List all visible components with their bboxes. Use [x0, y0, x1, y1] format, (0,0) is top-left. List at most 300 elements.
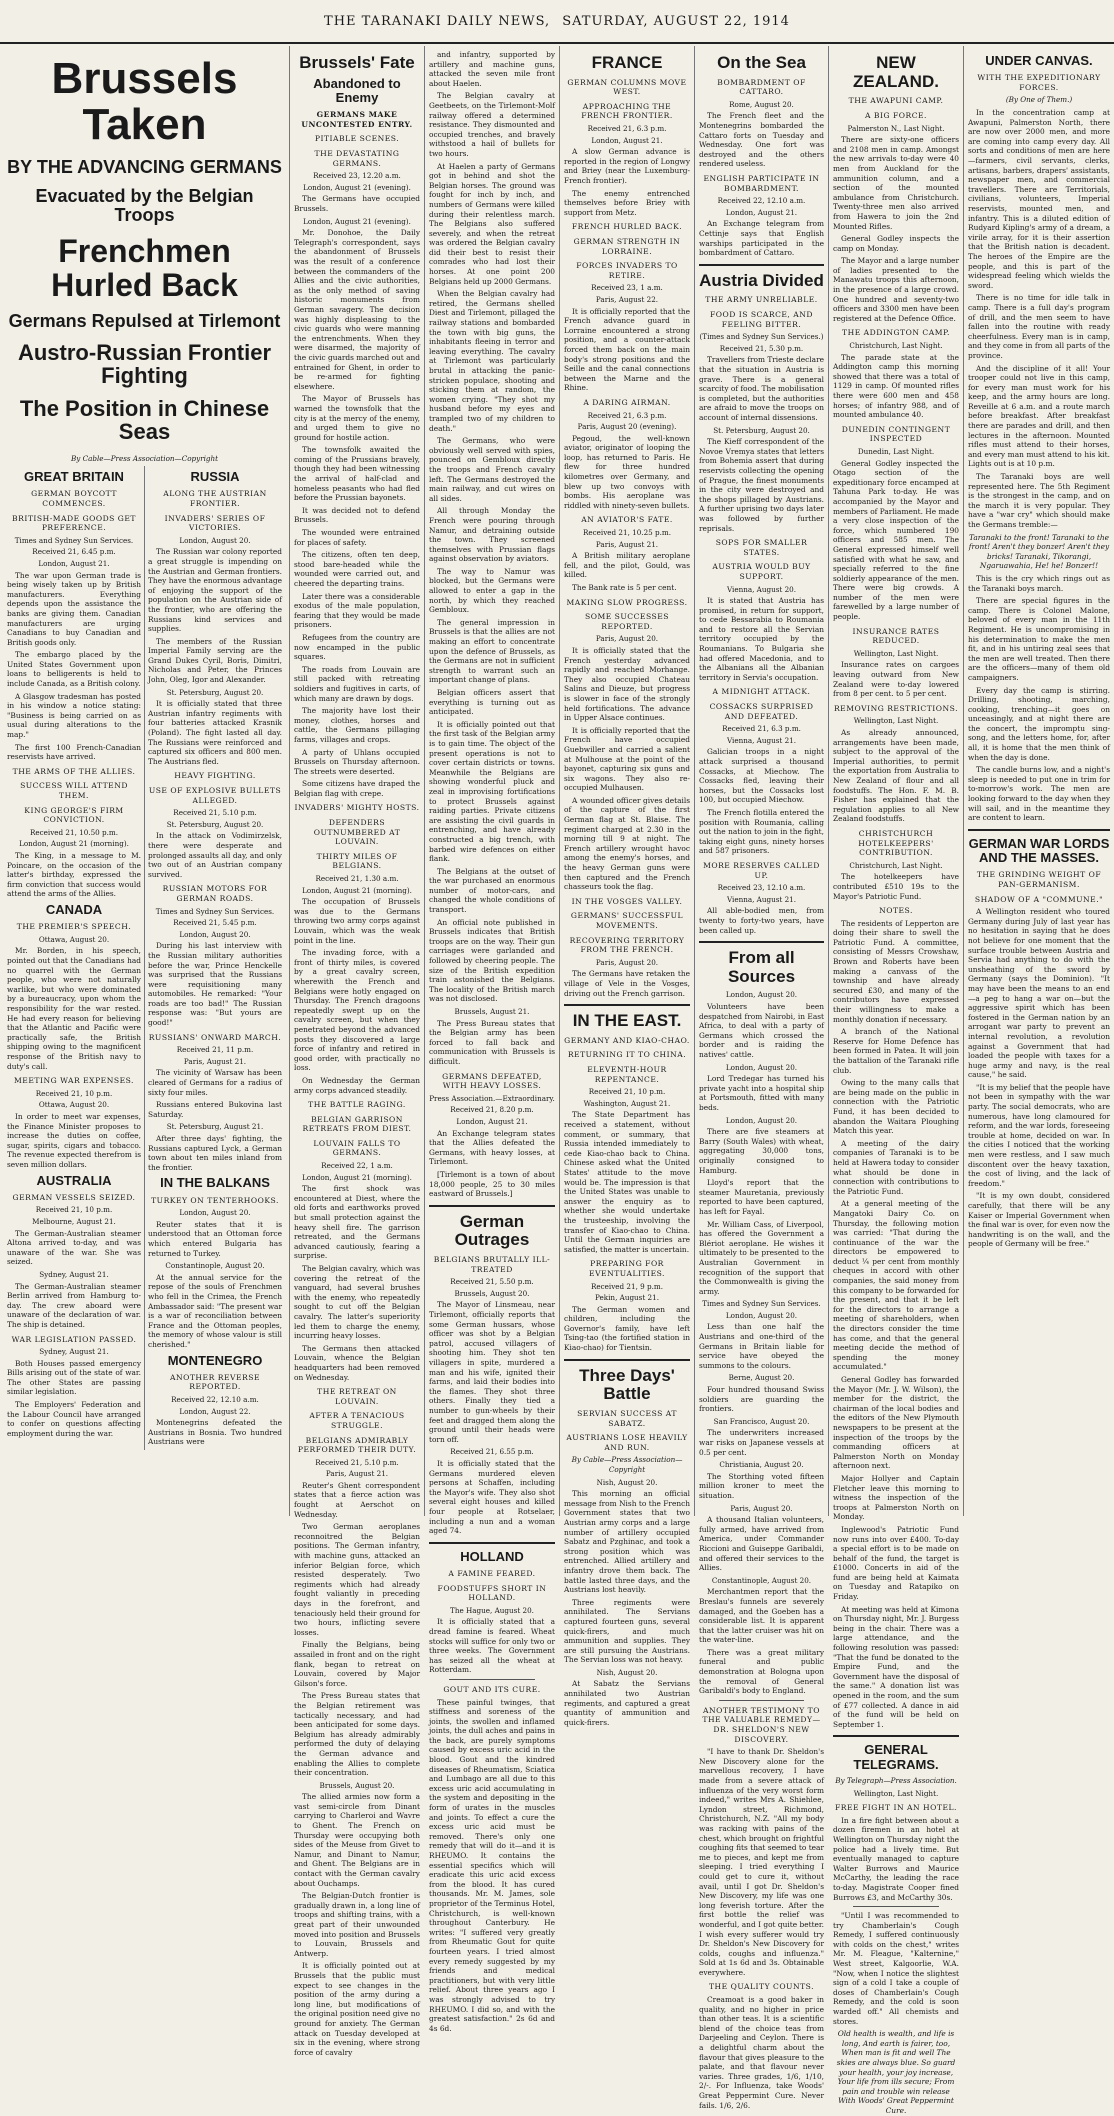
subhead: LOUVAIN FALLS TO GERMANS.	[313, 1138, 401, 1158]
paragraph: A slow German advance is reported in the region of Longwy and Briey (near the Luxemburg-French frontier).	[564, 147, 690, 186]
dateline: Received 21, 10 p.m.	[588, 1087, 666, 1097]
paragraph: An Exchange telegram states that the Allies defeated the Germans, with heavy losses, at Tirlemont.	[429, 1128, 555, 1167]
dateline: Press Association.—Extraordinary.	[429, 1093, 555, 1103]
paragraph: and infantry, supported by artillery and machine guns, attacked the seven mile front about Haelen.	[429, 50, 555, 88]
section-balkans: IN THE BALKANS	[160, 1175, 270, 1191]
dateline: Times and Sydney Sun Services.	[155, 906, 275, 916]
paragraph: The parade state at the Addington camp this morning showed that there was a total of 1129 in camp. Of mounted rifles there were 600 men and 458 horses; of infantry 988, and of mounted ambulance 40.	[833, 352, 959, 420]
paragraph: Finally the Belgians, being assailed in front and on the right flank, began to retreat on Louvain, covered by Major Gilson's force.	[294, 1640, 420, 1688]
dateline: Paris, August 21.	[183, 1056, 247, 1066]
dateline: Received 21, 6.3 p.m.	[722, 724, 801, 734]
paragraph: A thousand Italian volunteers, fully armed, have arrived from America, under Commander Riccioni and Guiseppe Garibaldi, and offered their services to the Allies.	[699, 1515, 824, 1573]
paragraph: The Press Bureau states that the Belgian retirement was tactically necessary, and had been anticipated for some days. Belgium has already admirably performed the duty of delaying the German advance and enabling the Allies to complete their concentration.	[294, 1691, 420, 1778]
dateline: Received 22, 12.10 a.m.	[717, 196, 806, 206]
subhead: RUSSIANS' ONWARD MARCH.	[148, 1032, 282, 1042]
paragraph: Belgian officers assert that everything is turning out as anticipated.	[429, 688, 555, 717]
subhead: FOOD IS SCARCE, AND FEELING BITTER.	[710, 310, 813, 329]
dateline: Received 21, 5.10 p.m.	[173, 808, 257, 818]
subhead: THE PREMIER'S SPEECH.	[16, 922, 132, 932]
paragraph: A branch of the National Reserve for Home Defence has been formed in Patea. It will join the battalion of the Taranaki rifle club.	[833, 1027, 959, 1075]
headline-under-canvas: UNDER CANVAS.	[985, 53, 1093, 68]
paragraph: The citizens, often ten deep, stood bare-headed while the wounded were carried out, and cheered the departing trains.	[294, 550, 420, 588]
new-zealand-column	[829, 46, 964, 2115]
headline-on-the-sea: On the Sea	[717, 53, 806, 72]
section-canada: CANADA	[45, 901, 103, 917]
paragraph: The invading force, with a front of thirty miles, is covered by a great cavalry screen, wherewith the French and Belgians were hotly engaged on Thursday. The French dragoons repeatedly swept up on the cavalry screen, but when they penetrated beyond the advanced posts they discovered a large force of infantry and retired in good order, with practically no loss.	[294, 948, 420, 1073]
paragraph: The candle burns low, and a night's sleep is needed to put one in trim for to-morrow's work. The men are looking forward to the day when they will sail, and in the meantime they are content to learn.	[968, 765, 1110, 823]
advertisement-woods-verse: Old health is wealth, and life is long, And earth is fairer, too, When man is fit and well The skies are always blue. So guard your health, your joy increase, Your life from ills secure; From pain and trouble win release With Woods' Great Peppermint Cure.	[836, 2029, 956, 2115]
paragraph: The way to Namur was blocked, but the Germans were allowed to enter a gap in the north, by which they reached Gembloux.	[429, 566, 555, 615]
subhead: HEAVY FIGHTING.	[174, 771, 256, 781]
subhead: AN AVIATOR'S FATE.	[581, 515, 673, 525]
headline-frenchmen-hurled-back: Frenchmen Hurled Back	[51, 233, 238, 303]
dateline: London, August 21 (evening).	[303, 182, 411, 192]
paragraph: After three days' fighting, the Russians captured Lyck, a German town about ten miles inland from the frontier.	[148, 1134, 282, 1172]
subhead: GERMAN BOYCOTT COMMENCES.	[31, 489, 117, 508]
section-australia: AUSTRALIA	[36, 1172, 112, 1188]
continuation-column	[425, 46, 560, 2033]
headline-three-days-battle: Three Days' Battle	[579, 1365, 675, 1404]
paragraph: Reuter states that it is understood that an Ottoman force which entered Bulgaria has returned to Turkey.	[148, 1219, 282, 1258]
dateline: Received 21, 5.10 p.m.	[315, 1457, 399, 1467]
paragraph: It is officially reported that the French have occupied Guebwiller and carried a salient at Mulhouse at the point of the bayonet, capturing six guns and six wagons. They also re-occupied Mulhausen.	[564, 725, 690, 793]
dateline: Vienna, August 21.	[726, 894, 797, 904]
subhead: IN THE VOSGES VALLEY.	[571, 896, 683, 906]
paragraph: [Tirlemont is a town of about 18,000 people, 25 to 30 miles eastward of Brussels.]	[429, 1169, 555, 1199]
paragraph: The French fleet and the Montenegrins bombarded the Cattaro forts on Tuesday and Wednesday. One fort was destroyed and the others rendered useless.	[699, 111, 824, 169]
subhead: SUCCESS WILL ATTEND THEM.	[20, 781, 128, 801]
paragraph: Three regiments were annihilated. The Servians captured fourteen guns, several quick-firers, and much ammunition and supplies. They are still pursuing the Austrians. The Servian loss was not heavy.	[564, 1597, 690, 1665]
dateline: Brussels, August 20.	[319, 1780, 395, 1790]
dateline: Received 21, 6.3 p.m.	[587, 410, 667, 420]
dateline: Paris, August 22.	[595, 294, 659, 304]
subhead: BOMBARDMENT OF CATTARO.	[717, 77, 806, 97]
paragraph: An Exchange telegram from Cettinje says that English warships participated in the bombardment of Cattaro.	[699, 219, 824, 258]
dateline: St. Petersburg, August 20.	[166, 687, 264, 697]
paragraph: The French flotilla entered the position with Roumania, calling out the nation to join in the fight, taking eight guns, ninety horses and 587 prisoners.	[699, 807, 824, 856]
paragraph: At Sabatz the Servians annihilated two Austrian regiments, and captured a great quantity of ammunition and quick-firers.	[564, 1679, 690, 1727]
subhead: TURKEY ON TENTERHOOKS.	[151, 1195, 279, 1205]
subhead: KING GEORGE'S FIRM CONVICTION.	[24, 805, 124, 825]
dateline: Paris, August 20.	[595, 634, 659, 644]
subhead: SOPS FOR SMALLER STATES.	[715, 538, 808, 557]
dateline: Received 23, 12.10 a.m.	[717, 883, 806, 893]
paragraph: The Germans, who were obviously well served with spies, pounced on Gembloux directly the troops and French cavalry left. The Germans destroyed the main railway, and cut wires on all sides.	[429, 436, 555, 503]
dateline: Received 21, 5.50 p.m.	[450, 1277, 534, 1287]
dateline: Received 21, 10.25 p.m.	[582, 528, 671, 538]
dateline: Received 21, 5.30 p.m.	[719, 343, 804, 353]
paragraph: The Mayor of Brussels has warned the townsfolk that the city is at the mercy of the enemy, and urged them to give no ground for hostile action.	[294, 394, 420, 442]
dateline: St. Petersburg, August 21.	[166, 1122, 264, 1132]
subhead: FOODSTUFFS SHORT IN HOLLAND.	[437, 1583, 547, 1603]
subhead: GERMANS MAKE UNCONTESTED ENTRY.	[301, 110, 413, 129]
paragraph: There is no time for idle talk in camp. There is a full day's program of drill, and the men seem to have fallen into the routine with ready cheerfulness. Every man is in camp, and they come in from all parts of the province.	[968, 293, 1110, 360]
headline-in-the-east: IN THE EAST.	[572, 1011, 682, 1031]
subhead: GERMAN STRENGTH IN LORRAINE.	[573, 237, 681, 256]
subhead: GERMAN VESSELS SEIZED.	[12, 1192, 136, 1202]
subhead: COSSACKS SURPRISED AND DEFEATED.	[709, 702, 814, 721]
subhead: THIRTY MILES OF BELGIANS.	[316, 851, 398, 871]
dateline: London, August 21.	[591, 135, 663, 145]
dateline: London, August 21 (morning).	[302, 1172, 412, 1182]
byline: By Cable—Press Association—Copyright	[571, 1455, 683, 1474]
masthead	[0, 0, 1114, 44]
subhead: THE ARMS OF THE ALLIES.	[12, 766, 136, 776]
paragraph: Mr. Donohoe, the Daily Telegraph's correspondent, says the abandonment of Brussels was the result of a conference between the commanders of the Allies and the civic authorities, as the only method of saving historic monuments from German savagery. The decision was highly displeasing to the civic guards who were manning the entrenchments. When they were disarmed, the majority of the civic guards marched out and entrained for Ghent, in order to be re-armed for fighting elsewhere.	[294, 228, 421, 391]
dateline: London, August 21 (morning).	[302, 885, 412, 895]
dateline: Washington, August 21.	[583, 1098, 671, 1108]
dateline: London, August 21 (evening).	[303, 216, 411, 226]
paragraph: Insurance rates on cargoes leaving outward from New Zealand were to-day lowered from 8 per cent. to 5 per cent.	[833, 660, 959, 699]
paragraph: Some citizens have draped the Belgian flag with crepe.	[294, 779, 420, 798]
sea-column	[695, 46, 829, 2110]
paragraph: Merchantmen report that the Breslau's funnels are severely damaged, and the Goeben has a considerable list. It is apparent that the latter cruiser was hit on the water-line.	[699, 1587, 824, 1645]
divider	[449, 1679, 535, 1680]
paragraph: Mr. Borden, in his speech, pointed out that the Canadians had no quarrel with the German people, who were not naturally warlike, but who were dominated by a bureaucracy, upon whom the responsibility for the war rested. He had every reason for believing that the Atlantic and Pacific were practically safe, the British shipping owing to the magnificent response of the British navy to duty's call.	[7, 946, 141, 1071]
dateline: Received 21, 11 p.m.	[176, 1045, 254, 1055]
dateline: St. Petersburg, August 20.	[166, 819, 264, 829]
section-montenegro: MONTENEGRO	[167, 1352, 263, 1368]
issue-date: SATURDAY, AUGUST 22, 1914	[562, 13, 790, 29]
divider	[853, 1906, 939, 1907]
dateline: Wellington, Last Night.	[853, 716, 939, 726]
headline-france: FRANCE	[591, 53, 663, 72]
paragraph: The Storthing voted fifteen million kroner to meet the situation.	[699, 1471, 824, 1500]
paragraph: A British military aeroplane fell, and the pilot, Gould, was killed.	[564, 551, 690, 580]
dateline: London, August 20.	[725, 990, 798, 1000]
dateline: Received 21, 6.45 p.m.	[32, 547, 116, 557]
subhead: NOTES.	[879, 906, 913, 916]
paragraph: The wounded were entrained for places of safety.	[294, 528, 420, 547]
subhead: REMOVING RESTRICTIONS.	[833, 703, 959, 713]
subhead: AFTER A TENACIOUS STRUGGLE.	[309, 1411, 405, 1430]
dateline: Wellington, Last Night.	[853, 648, 939, 658]
divider	[968, 829, 1110, 831]
subhead: APPROACHING THE FRENCH FRONTIER.	[581, 101, 673, 121]
headline-chinese-seas: The Position in Chinese Seas	[19, 396, 270, 445]
headline-evacuated: Evacuated by the Belgian Troops	[35, 186, 254, 226]
dateline: Received 21, 10.50 p.m.	[29, 827, 118, 837]
paragraph: It is stated that Austria has promised, in return for support, to cede Bessarabia to Roumania and to restore all the Servian territory occupied by the Roumanians. To Bulgaria she had offered Macedonia, and to the Albanians all the Albanian territory in Servia's occupation.	[699, 596, 824, 682]
dateline: Received 21, 10 p.m.	[35, 1205, 113, 1215]
paragraph: Pegoud, the well-known aviator, originator of looping the loop, has returned to Paris. He flew for three hundred kilometres over Germany, and blew up two convoys with bombs. His aeroplane was riddled with ninety-seven bullets.	[564, 433, 690, 510]
subhead: A BIG FORCE.	[865, 110, 927, 120]
subhead: THE BATTLE RAGING.	[308, 1100, 406, 1110]
paragraph: This is the cry which rings out as the Taranaki boys march.	[968, 573, 1110, 593]
headline-austria-divided: Austria Divided	[699, 270, 824, 290]
dateline: (Times and Sydney Sun Services.)	[699, 332, 824, 342]
paragraph: The war upon German trade is being wisely taken up by British manufacturers. Everything depends upon the assistance the banks are giving them. Canadian manufacturers are urging Canadians to buy Canadian and British goods only.	[7, 570, 141, 647]
dateline: London, August 20.	[725, 1062, 798, 1072]
subhead: THE DEVASTATING GERMANS.	[314, 149, 400, 168]
brussels-column	[290, 46, 425, 2057]
subhead: ENGLISH PARTICIPATE IN BOMBARDMENT.	[703, 174, 820, 193]
subhead: PREPARING FOR EVENTUALITIES.	[589, 1259, 665, 1278]
dateline: London, August 20.	[179, 929, 251, 939]
paragraph: The general impression in Brussels is that the allies are not making an effort to concentrate upon the defence of Brussels, as the Germans are not in sufficient strength to warrant such an important change of plans.	[429, 617, 555, 685]
paragraph: Russians entered Bukovina last Saturday.	[148, 1100, 282, 1119]
paragraph: An official note published in Brussels indicates that British troops are on the way. Their gun carriages were garlanded and followed by cheering people. The size of the British expedition train astonished the Belgians. The locality of the British march was not disclosed.	[429, 917, 555, 1004]
dateline: Palmerston N., Last Night.	[847, 123, 945, 133]
section-great-britain: GREAT BRITAIN	[24, 469, 124, 485]
subhead: SERVIAN SUCCESS AT SABATZ.	[577, 1409, 677, 1428]
paragraph: The Mayor of Linsmeau, near Tirlemont, officially reports that some German hussars, whose officer was shot by a Belgian patrol, accused villagers of shooting him. They shot ten villagers in spite, murdered a man and his wife, ignited their farms, and laid their bodies into the flames. They shot three others. Finally they tied a number to gun-wheels by their feet and dragged them along the ground until their heads were torn off.	[429, 1300, 555, 1444]
divider	[429, 1542, 555, 1544]
subhead: AUSTRIANS LOSE HEAVILY AND RUN.	[566, 1433, 688, 1452]
paragraph: This morning an official message from Nish to the French Government states that two Austrian army corps and a large number of artillery occupied Sabatz and Pzghinac, and took a strong position which was entrenched. Allied artillery and infantry drove them back. The battle lasted three days, and the Austrians lost heavily.	[564, 1489, 690, 1595]
dateline: Constantinople, August 20.	[711, 1575, 812, 1585]
dateline: Received 21, 5.45 p.m.	[173, 918, 257, 928]
paragraph: On Wednesday the German army corps advanced steadily.	[294, 1075, 420, 1095]
headline-general-telegrams: GENERAL TELEGRAMS.	[853, 1742, 939, 1772]
dateline: Received 21, 9 p.m.	[590, 1281, 663, 1291]
divider	[833, 1735, 959, 1737]
headline-german-outrages: German Outrages	[454, 1211, 530, 1250]
subhead: ANOTHER REVERSE REPORTED.	[170, 1372, 260, 1392]
subhead: ALONG THE AUSTRIAN FRONTIER.	[163, 489, 267, 508]
dateline: London, August 21.	[725, 207, 798, 217]
dateline: Received 21, 8.20 p.m.	[450, 1105, 534, 1115]
paragraph: Less than one half the Austrians and one-third of the Germans in Britain liable for service have obeyed the summons to the colours.	[699, 1322, 824, 1370]
paragraph: Lord Tredegar has turned his private yacht into a hospital ship at Portsmouth, fitted with many beds.	[699, 1074, 824, 1112]
paragraph: It is officially stated that a dread famine is feared. Wheat stocks will suffice for only two or three weeks. The Government has seized all the wheat at Rotterdam.	[429, 1617, 555, 1675]
subhead: FORCES INVADERS TO RETIRE.	[576, 261, 678, 280]
dateline: Received 21, 10 p.m.	[35, 1088, 113, 1098]
dateline: London, August 21.	[38, 558, 110, 568]
paragraph: The roads from Louvain are still packed with retreating soldiers and fugitives in carts, of which many are drawn by dogs.	[294, 664, 420, 703]
dateline: Times and Sydney Sun Services.	[14, 535, 134, 545]
paragraph: The Germans have occupied Brussels.	[294, 194, 420, 214]
paragraph: Lloyd's report that the steamer Mauretania, previously reported to have been captured, has left for Fayal.	[699, 1178, 824, 1216]
headline-advancing-germans: BY THE ADVANCING GERMANS	[7, 157, 282, 178]
headline-brussels-fate: Brussels' Fate	[299, 53, 415, 72]
front-byline: By Cable—Press Association—Copyright	[70, 453, 219, 463]
paragraph: The hotelkeepers have contributed £510 19s to the Mayor's Patriotic Fund.	[833, 872, 959, 901]
dateline: Times and Sydney Sun Services.	[702, 1299, 821, 1309]
subhead: SOME SUCCESSES REPORTED.	[585, 612, 669, 631]
paragraph: Later there was a considerable exodus of the male population, fearing that they would be made prisoners.	[294, 591, 420, 630]
paragraph: The members of the Russian Imperial Family serving are the Grand Dukes Cyril, Boris, Dimitri, Nicholas and Peter, the Princes John, Oleg, Igor and Alexander.	[148, 636, 282, 685]
paragraph: The Russian war colony reported a great struggle is impending on the Austrian and German frontiers. They have the enormous advantage of enjoying the support of the population on the Austrian side of the frontier, who are offering the Russians kind services and supplies.	[148, 547, 282, 634]
subhead: AUSTRIA WOULD BUY SUPPORT.	[712, 562, 811, 581]
divider	[699, 941, 824, 943]
paragraph: It is officially pointed out at Brussels that the public must expect to see changes in the position of the army during a long line, but modifications of the original position need give no ground for anxiety. The German attack on Tuesday developed at six in the evening, where strong force of cavalry	[294, 1961, 420, 2057]
divider	[564, 1359, 690, 1361]
dateline: London, August 22.	[179, 1406, 251, 1416]
dateline: Ottawa, August 20.	[38, 1100, 110, 1110]
paragraph: At Haelen a party of Germans got in behind and shot the Belgian horses. The ground was fought for inch by inch, and numbers of Germans were killed during their relentless march. The Belgians also suffered severely, and when the retreat was ordered the Belgian cavalry did their best to resist their comrades who had lost their horses. At one point 200 Belgians held up 2000 Germans.	[429, 161, 555, 286]
dateline: Received 23, 1 a.m.	[591, 283, 663, 293]
subhead: RETURNING IT TO CHINA.	[567, 1050, 687, 1060]
dateline: Received 22, 1 a.m.	[321, 1161, 393, 1171]
france-column	[560, 46, 695, 1727]
paragraph: Travellers from Trieste declare that the situation in Austria is grave. There is a general scarcity of food. The mobilisation is completed, but the authorities are afraid to move the troops on account of internal dissensions.	[699, 355, 824, 422]
subhead: INSURANCE RATES REDUCED.	[852, 626, 940, 646]
paragraph: The underwriters increased war risks on Japanese vessels at 0.5 per cent.	[699, 1428, 824, 1457]
paragraph: It is officially pointed out that the first task of the Belgian army is to gain time. The object of the present operations is not to cover certain districts or towns. Meanwhile the Belgians are showing wonderful pluck and zeal in improvising fortifications to protect Brussels against raiding parties. Private citizens are assisting the civil guards in entrenching, and have already constructed a big trench, with barbed wire defences on either flank.	[429, 719, 555, 864]
dateline: The Hague, August 20.	[450, 1605, 534, 1615]
dateline: Dunedin, Last Night.	[857, 446, 935, 456]
paragraph: Four hundred thousand Swiss soldiers are guarding the frontiers.	[699, 1385, 824, 1414]
dateline: Melbourne, August 21.	[32, 1216, 116, 1226]
paragraph: The German-Australian steamer Berlin arrived from Hamburg to-day. The crew aboard were unaware of the declaration of war. The ship is detained.	[7, 1281, 141, 1329]
subhead: MEETING WAR EXPENSES.	[14, 1076, 134, 1086]
headline-german-war-lords: GERMAN WAR LORDS AND THE MASSES.	[968, 835, 1110, 866]
subhead: RECOVERING TERRITORY FROM THE FRENCH.	[569, 935, 685, 955]
paragraph: Mr. William Cass, of Liverpool, has offered the Government a Blériot aeroplane. He wishes it ultimately to be presented to the Australian Government in recognition of the support that the Commonwealth is giving the army.	[699, 1219, 824, 1296]
dateline: Brussels, August 20.	[454, 1288, 530, 1298]
dateline: Received 21, 6.3 p.m.	[587, 124, 667, 134]
subhead: SHADOW OF A "COMMUNE."	[974, 894, 1104, 904]
dateline: Sydney, August 21.	[39, 1347, 109, 1357]
paragraph: A party of Uhlans occupied Brussels on Thursday afternoon. The streets were deserted.	[294, 747, 420, 776]
paragraph: General Godley has forwarded the Mayor (Mr. J. W. Wilson), the member for the district, the chairman of the local bodies and the editors of the New Plymouth newspapers to be present at the inspection of the troops by the commanding officers at Palmerston North on Monday afternoon next.	[833, 1375, 959, 1471]
subhead: THE AWAPUNI CAMP.	[848, 96, 944, 106]
dateline: Vienna, August 21.	[726, 735, 797, 745]
subhead: DUNEDIN CONTINGENT INSPECTED	[841, 424, 951, 444]
paragraph: The Taranaki boys are well represented here. The 5th Regiment is the strongest in the camp, and on the march it is very popular. They have a "war cry" which should make the Germans tremble:—	[968, 472, 1110, 530]
subhead: FREE FIGHT IN AN HOTEL.	[835, 1803, 957, 1813]
dateline: Paris, August 20.	[595, 957, 659, 967]
subhead: BELGIAN GARRISON RETREATS FROM DIEST.	[302, 1114, 412, 1134]
paragraph: The Belgian cavalry at Geetbeets, on the Tirlemont-Molf railway offered a determined resistance. They dismounted and occupied trenches, and bravely withstood a hail of bullets for two hours.	[429, 91, 555, 158]
paragraph: General Godley inspected the Otago section of the expeditionary force encamped at Tahuna Park to-day. He was accompanied by the Mayor and members of Parliament. He made a very close inspection of the force, which numbered 190 officers and 585 men. The General expressed himself well satisfied with what he saw, and specially referred to the fine soldierly appearance of the men. There were big crowds. A number of the men were farewelled by a large number of people.	[833, 458, 959, 622]
paragraph: When the Belgian cavalry had retired, the Germans shelled Diest and Tirlemont, pillaged the railway stations and bombarded the town with big guns, the inhabitants fleeing in terror and leaving everything. The cavalry at Tirlemont was particularly brutal in attacking the panic-stricken populace, shooting and sticking them at random, the women crying. "They shot my husband before my eyes and trampled two of my children to death."	[429, 289, 555, 433]
headline-from-all-sources: From all Sources	[727, 948, 796, 986]
paragraph: "It is my belief that the people have not been in sympathy with the war party. The social democrats, who are numerous, have long clamoured for reform, and the war lords, foreseeing trouble at home, decided on war. In the cities I noticed that the working men were restless, and I saw much discontent over the heavy taxation, the cost of living, and the lack of freedom."	[968, 1082, 1110, 1188]
subhead: THE GRINDING WEIGHT OF PAN-GERMANISM.	[976, 870, 1102, 890]
paragraph: The vicinity of Warsaw has been cleared of Germans for a radius of sixty four miles.	[148, 1068, 282, 1097]
paragraph: In a fire fight between about a dozen firemen in an hotel at Wellington on Thursday night the police had a lively time. But eventually managed to capture Walter Burrows and Maurice McCarthy, the leading the race to-day. Magistrate Cooper fined Burrows £3, and McCarthy 30s.	[833, 1815, 959, 1902]
paragraph: The residents of Lepperton are doing their share to swell the Patriotic Fund. A committee, consisting of Messrs Crowshaw, Brown and Roberts have been making a canvass of the township and have already secured £30, and many of the contributors have expressed their willingness to make a monthly donation if necessary.	[833, 918, 959, 1024]
dateline: Constantinople, August 20.	[165, 1261, 265, 1271]
paragraph: The Press Bureau states that the Belgian army has been forced to fall back and communication with Brussels is difficult.	[429, 1018, 555, 1066]
dateline: Received 21, 6.55 p.m.	[450, 1447, 534, 1457]
front-column	[0, 46, 290, 1516]
paragraph: The Kieff correspondent of the Novoe Vremya states that letters from Bohemia assert that during reservists collecting the opening of Prague, the finest monuments in the city were destroyed and the shops pillaged by Austrians. A further uprising two days later was followed by further reprisals.	[699, 437, 824, 533]
subhead: GERMANS DEFEATED, WITH HEAVY LOSSES.	[442, 1071, 542, 1091]
section-russia: RUSSIA	[190, 469, 240, 485]
dateline: Brussels, August 21.	[454, 1007, 530, 1016]
divider	[699, 264, 824, 266]
headline-brussels-taken: Brussels Taken	[51, 54, 238, 150]
subhead: GERMAN COLUMNS MOVE WEST.	[567, 77, 687, 97]
subhead: BRITISH-MADE GOODS GET PREFERENCE.	[12, 513, 136, 533]
dateline: Nish, August 20.	[596, 1667, 658, 1677]
paragraph: Inglewood's Patriotic Fund now runs into over £400. To-day a special effort is to be made on behalf of the fund, the target is £1000. Concerts in aid of the fund are being held at Kaimata on Tuesday and Ratapiko on Friday.	[833, 1524, 959, 1602]
newspaper-name: THE TARANAKI DAILY NEWS,	[324, 13, 551, 29]
divider	[429, 1205, 555, 1207]
paragraph: The enemy entrenched themselves before Briey with support from Metz.	[564, 188, 690, 217]
paragraph: Major Hollyer and Captain Fletcher leave this morning to witness the inspection of the troops at Palmerston North on Monday.	[833, 1473, 959, 1522]
paragraph: It was decided not to defend Brussels.	[294, 505, 420, 525]
dateline: Paris, August 21.	[595, 539, 659, 549]
paragraph: And the discipline of it all! Your trooper could not live in this camp, for every man must work for his keep, and the army hours are long. Reveille at 6 a.m. and a route march before breakfast. After breakfast there are parades and drill, and then lectures in the afternoon. Mounted rifles must attend to their horses, and every man must attend to his kit. Lights out is at 10 p.m.	[968, 363, 1110, 469]
byline: By Telegraph—Press Association.	[835, 1775, 957, 1785]
paragraph: The Employers' Federation and the Labour Council have arranged to confer on questions affecting employment during the war.	[7, 1400, 141, 1438]
paragraph: The Bank rate is 5 per cent.	[572, 583, 677, 592]
war-cry-verse: Taranaki to the front! Taranaki to the front! Aren't they bonzer! Aren't they bricks! Taranaki, Tikorangi, Ngaruawahia, He! he! Bonzer!!	[968, 532, 1110, 571]
dateline: Ottawa, August 20.	[38, 934, 110, 944]
dateline: Paris, August 20.	[730, 1503, 793, 1513]
dateline: London, August 21 (morning).	[19, 839, 129, 849]
paragraph: The German women and children, including the Governor's family, have left Tsing-tao (the fortified station in Kiao-chao) for Tientsin.	[564, 1304, 690, 1353]
headline-holland: HOLLAND	[460, 1548, 524, 1564]
dateline: London, August 21.	[456, 1116, 528, 1126]
paragraph: As already announced, arrangements have been made, subject to the approval of the Imperial authorities, to permit the exportation from Australia to New Zealand of flour and all foodstuffs. The Hon. F. M. B. Fisher has explained that the regulation applies to all New Zealand foodstuffs.	[833, 728, 959, 824]
paragraph: Montenegrins defeated the Austrians in Bosnia. Two hundred Austrians were	[148, 1418, 282, 1447]
dateline: Paris, August 21.	[325, 1469, 389, 1479]
dateline: Berne, August 20.	[728, 1373, 795, 1383]
subhead: INVADERS' SERIES OF VICTORIES.	[164, 513, 266, 533]
subhead: THE ADDINGTON CAMP.	[842, 328, 950, 338]
paragraph: "It is my own doubt, considered carefully, that there will be any Kaiser or Imperial Government when the final war is over, for even now the handwriting is on the wall, and the people of Germany will be free."	[968, 1191, 1110, 1249]
dateline: Received 21, 1.30 a.m.	[315, 874, 399, 884]
advertisement-chamberlain: "Until I was recommended to try Chamberlain's Cough Remedy, I suffered continuously with colds on the chest," writes Mr. M. Fleague, "Kalternine," West street, Kalgoorlie, W.A. "Now, when I notice the slightest sign of a cold I take a couple of doses of Chamberlain's Cough Remedy, and the cold is soon warded off." All chemists and stores.	[833, 1911, 959, 2026]
front-subcolumns	[4, 466, 285, 1450]
subhead: A FAMINE FEARED.	[448, 1568, 536, 1578]
subhead: INVADERS' MIGHTY HOSTS.	[294, 803, 420, 813]
dateline: Nish, August 20.	[596, 1477, 658, 1487]
dateline: Paris, August 20 (evening).	[577, 422, 677, 432]
dateline: Christchurch, Last Night.	[849, 860, 943, 870]
subhead: THE QUALITY COUNTS.	[708, 1982, 815, 1992]
paragraph: In the concentration camp at Awapuni, Palmerston North, there are now over 2000 men, and more are coming into camp every day. All sorts and conditions of men are here—farmers, civil servants, clerks, artisans, barbers, drapers' assistants, newspaper men, and commercial travellers. There are Territorials, civilians, volunteers, Imperial reservists, mounted men, and infantry. This is a diluted edition of Rudyard Kipling's army of a dream, a virile array, for it is their assertion that the British nation is decadent. The heroes of the Empire are the people, and this is part of the widespread feeling which wields the sword.	[968, 108, 1110, 290]
subhead: WAR LEGISLATION PASSED.	[11, 1334, 137, 1344]
subhead: ELEVENTH-HOUR REPENTANCE.	[587, 1065, 667, 1084]
paragraph: The embargo placed by the United States Government upon loans to belligerents is held to include Canada, as a British colony.	[7, 650, 141, 689]
subcolumn-left	[4, 466, 145, 1450]
subhead: RUSSIAN MOTORS FOR GERMAN ROADS.	[162, 884, 268, 903]
byline: (By One of Them.)	[1005, 95, 1073, 105]
camp-column	[964, 46, 1114, 1516]
subhead: PITIABLE SCENES.	[314, 134, 400, 144]
paragraph: There are special figures in the camp. There is Colonel Malone, beloved of every man in the 11th Regiment. He is uncompromising in his determination to make the men fit, and in his untiring zeal sees that the men are well treated. Then there are the officers—many of them old campaigners.	[968, 596, 1110, 682]
paragraph: There are sixty-one officers and 2108 men in camp. Amongst the new arrivals to-day were 40 men from Auckland for the ammunition column, and a section of the mounted ambulance from Christchurch. Twenty-three men also arrived from Hawera to join the 2nd Mounted Rifles.	[833, 135, 959, 231]
subhead: MAKING SLOW PROGRESS.	[566, 597, 688, 607]
paragraph: General Godley inspects the camp on Monday.	[833, 234, 959, 253]
subhead: WITH THE EXPEDITIONARY FORCES.	[977, 73, 1101, 92]
subhead: MORE RESERVES CALLED UP.	[703, 860, 820, 880]
divider	[719, 1700, 804, 1701]
dateline: London, August 20.	[179, 1208, 251, 1218]
advertisement-sheldon: "I have to thank Dr. Sheldon's New Discovery alone for the marvellous recovery, I have made from a severe attack of influenza of the very worst form indeed," writes Mrs A. Shiehlee, Lyndon street, Richmond, Christchurch, N.Z. "All my body was racking with pains of the chest, which brought on frightful coughing fits that seemed to tear me to pieces, and kept me from sleeping. I tried everything I could get to cure it, without avail, until I got Dr. Sheldon's New Discovery, my life was one long feverish torture. After the first bottle the relief was wonderful, and I got quite better. I wish every sufferer would try Dr. Sheldon's New Discovery for colds, coughs and influenza." Sold at 1s 6d and 3s. Obtainable everywhere.	[699, 1747, 824, 1977]
paragraph: It is officially stated that three Austrian infantry regiments with four batteries attacked Krasnik (Poland). The fight lasted all day. The Russians were reinforced and captured six officers and 800 men. The Austrians fled.	[148, 699, 282, 766]
paragraph: A Glasgow tradesman has posted in his window a notice stating: "Business is being carried on as usual during alterations to the map."	[7, 691, 141, 740]
paragraph: It is officially stated that the French yesterday advanced rapidly and reached Morhange. They also occupied Chateau Salins and Dieuze, but progress is slower in face of the strongly held fortifications. The advance in Upper Alsace continues.	[564, 645, 690, 723]
paragraph: The State Department has received a statement, without comment, or summary, that Russia intended immediately to cede Kiao-chao back to China. Chinese asked what the United States' attitude to the move would be. The impression is that the United States was unable to answer the enquiry as to whether she would undertake the trusteeship, involving the transfer of Kiao-chao to China. Until the German inquiries are satisfied, the matter is uncertain.	[564, 1110, 690, 1254]
paragraph: There was a great military funeral and public demonstration at Bologna upon the removal of General Garibaldi's body to England.	[699, 1647, 824, 1696]
subhead: DEFENDERS OUTNUMBERED AT LOUVAIN.	[313, 818, 401, 847]
subhead: A MIDNIGHT ATTACK.	[712, 687, 811, 697]
paragraph: In the attack on Vodimirzelsk, there were desperate and prolonged assaults all day, and only two out of an Austrian company survived.	[148, 831, 282, 879]
paragraph: The Belgian-Dutch frontier is gradually drawn in, a long line of troops and shifting trains, with a great part of their unwounded moved into position and Brussels to Louvain, Brussels and Antwerp.	[294, 1891, 420, 1958]
headline-austro-russian: Austro-Russian Frontier Fighting	[17, 340, 272, 389]
subhead: GOUT AND ITS CURE.	[443, 1684, 541, 1694]
dateline: St. Petersburg, August 20.	[713, 425, 810, 435]
subhead: FRENCH HURLED BACK.	[571, 222, 683, 232]
advertisement-creamoata: Creamoat is a good baker in quality, and no higher in price than other teas. It is a scientific blend of the choice teas from Darjeeling and Ceylon. There is a delightful charm about the flavour that gives pleasure to the palate, and that flavour never varies. Three grades, 1/6, 1/10, 2/-. For Influenza, take Woods' Great Peppermint Cure. Never fails. 1/6, 2/6.	[699, 1995, 824, 2110]
subhead: A DARING AIRMAN.	[583, 397, 671, 407]
paragraph: The first 100 French-Canadian reservists have arrived.	[7, 742, 141, 762]
paragraph: The Germans have retaken the village of Vele in the Vosges, driving out the French garrison.	[564, 969, 690, 998]
paragraph: The Mayor and a large number of ladies presented to the Manawatu troops this afternoon, in the presence of a large crowd. One hundred and seventy-two officers and 3300 men have been registered at the Defence Office.	[833, 256, 959, 323]
divider	[564, 1004, 690, 1006]
paragraph: All through Monday the French were pouring through Namur, and detraining outside the town. They screened themselves with Prussian flags against observation by aviators.	[429, 506, 555, 564]
dateline: London, August 20.	[725, 1115, 798, 1125]
dateline: Sydney, August 21.	[39, 1269, 109, 1279]
dateline: Pekin, August 21.	[595, 1293, 659, 1303]
